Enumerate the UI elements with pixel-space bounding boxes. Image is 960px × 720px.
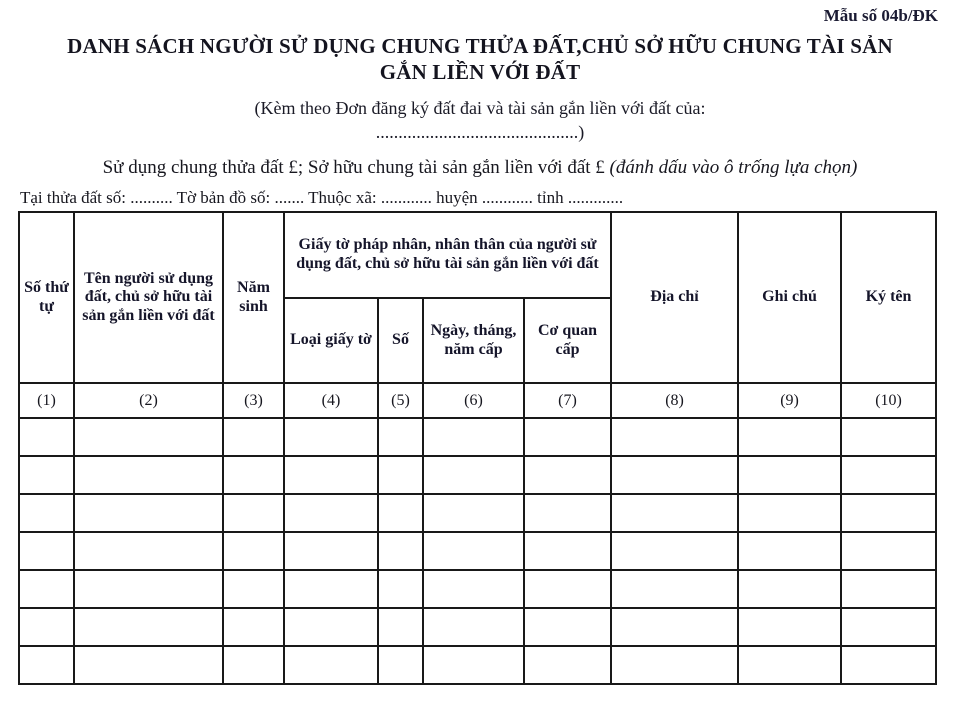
- table-row: [19, 646, 936, 684]
- column-number: (4): [284, 383, 378, 418]
- empty-cell: [423, 456, 524, 494]
- empty-cell: [223, 646, 284, 684]
- empty-cell: [74, 532, 223, 570]
- empty-cell: [524, 418, 611, 456]
- empty-cell: [223, 456, 284, 494]
- column-number: (5): [378, 383, 423, 418]
- empty-cell: [74, 418, 223, 456]
- header-co-quan-cap: Cơ quan cấp: [524, 298, 611, 383]
- form-subtitle-dotted-line: .............................................): [375, 121, 585, 142]
- empty-cell: [738, 418, 841, 456]
- empty-cell: [611, 532, 738, 570]
- table-header-row-top: [19, 212, 936, 298]
- empty-cell: [19, 608, 74, 646]
- table-row: [19, 608, 936, 646]
- header-so-thu-tu: Số thứ tự: [19, 212, 74, 383]
- empty-cell: [284, 456, 378, 494]
- empty-cell: [611, 418, 738, 456]
- header-nam-sinh: Năm sinh: [223, 212, 284, 383]
- empty-cell: [841, 608, 936, 646]
- empty-cell: [524, 494, 611, 532]
- empty-cell: [611, 494, 738, 532]
- empty-cell: [74, 608, 223, 646]
- empty-cell: [524, 532, 611, 570]
- empty-cell: [378, 532, 423, 570]
- empty-cell: [284, 608, 378, 646]
- empty-cell: [738, 646, 841, 684]
- empty-cell: [19, 456, 74, 494]
- empty-cell: [223, 418, 284, 456]
- empty-cell: [19, 418, 74, 456]
- empty-cell: [223, 532, 284, 570]
- table-row: [19, 532, 936, 570]
- empty-cell: [284, 570, 378, 608]
- empty-cell: [423, 646, 524, 684]
- empty-cell: [738, 570, 841, 608]
- shared-users-table: [18, 211, 937, 685]
- empty-cell: [841, 532, 936, 570]
- form-number: Mẫu số 04b/ĐK: [823, 6, 938, 25]
- empty-cell: [524, 646, 611, 684]
- column-number-row: [19, 383, 936, 418]
- header-ngay-thang-nam-cap: Ngày, tháng, năm cấp: [423, 298, 524, 383]
- empty-cell: [841, 456, 936, 494]
- empty-cell: [841, 646, 936, 684]
- empty-cell: [19, 494, 74, 532]
- empty-cell: [284, 532, 378, 570]
- empty-cell: [19, 570, 74, 608]
- empty-cell: [423, 608, 524, 646]
- empty-cell: [524, 608, 611, 646]
- instruction-line: [30, 156, 930, 180]
- empty-cell: [611, 456, 738, 494]
- empty-cell: [423, 570, 524, 608]
- empty-cell: [841, 418, 936, 456]
- form-title-line2: GẮN LIỀN VỚI ĐẤT: [379, 59, 581, 84]
- header-ghi-chu: Ghi chú: [738, 212, 841, 383]
- empty-cell: [738, 532, 841, 570]
- empty-cell: [423, 418, 524, 456]
- empty-cell: [423, 532, 524, 570]
- empty-cell: [19, 646, 74, 684]
- empty-cell: [738, 608, 841, 646]
- empty-cell: [74, 570, 223, 608]
- empty-cell: [738, 494, 841, 532]
- column-number: (6): [423, 383, 524, 418]
- parcel-info-line: Tại thửa đất số: .......... Tờ bản đồ số: ....... Thuộc xã: ............ huyện ............ tỉnh .............: [20, 188, 624, 208]
- empty-cell: [611, 646, 738, 684]
- empty-cell: [378, 418, 423, 456]
- column-number: (7): [524, 383, 611, 418]
- header-so: Số: [378, 298, 423, 383]
- empty-cell: [611, 608, 738, 646]
- empty-cell: [524, 456, 611, 494]
- column-number: (9): [738, 383, 841, 418]
- header-ten-nguoi-su-dung: Tên người sử dụng đất, chủ sở hữu tài sản gắn liền với đất: [74, 212, 223, 383]
- empty-cell: [223, 494, 284, 532]
- instruction-text: Sử dụng chung thửa đất £; Sở hữu chung tài sản gắn liền với đất £: [102, 157, 610, 178]
- form-title-line1: DANH SÁCH NGƯỜI SỬ DỤNG CHUNG THỬA ĐẤT,CHỦ SỞ HỮU CHUNG TÀI SẢN: [67, 34, 893, 58]
- table-row: [19, 456, 936, 494]
- table-row: [19, 494, 936, 532]
- empty-cell: [74, 456, 223, 494]
- empty-cell: [378, 646, 423, 684]
- empty-cell: [738, 456, 841, 494]
- empty-cell: [284, 494, 378, 532]
- empty-cell: [74, 494, 223, 532]
- empty-cell: [378, 608, 423, 646]
- empty-cell: [378, 494, 423, 532]
- empty-cell: [223, 608, 284, 646]
- empty-cell: [841, 570, 936, 608]
- column-number: (2): [74, 383, 223, 418]
- header-dia-chi: Địa chỉ: [611, 212, 738, 383]
- column-number: (3): [223, 383, 284, 418]
- header-giay-to-group: Giấy tờ pháp nhân, nhân thân của người sử dụng đất, chủ sở hữu tài sản gắn liền với đất: [284, 212, 611, 298]
- empty-cell: [284, 418, 378, 456]
- form-subtitle-line1: (Kèm theo Đơn đăng ký đất đai và tài sản gắn liền với đất của:: [254, 98, 706, 119]
- empty-cell: [378, 456, 423, 494]
- empty-cell: [841, 494, 936, 532]
- header-loai-giay-to: Loại giấy tờ: [284, 298, 378, 383]
- instruction-note-italic: (đánh dấu vào ô trống lựa chọn): [609, 157, 858, 178]
- form-subtitle: [0, 97, 960, 144]
- table-row: [19, 570, 936, 608]
- empty-cell: [19, 532, 74, 570]
- form-title: [0, 34, 960, 85]
- table-row: [19, 418, 936, 456]
- empty-cell: [284, 646, 378, 684]
- empty-cell: [74, 646, 223, 684]
- empty-cell: [378, 570, 423, 608]
- empty-cell: [223, 570, 284, 608]
- empty-cell: [524, 570, 611, 608]
- empty-cell: [423, 494, 524, 532]
- column-number: (10): [841, 383, 936, 418]
- empty-cell: [611, 570, 738, 608]
- header-ky-ten: Ký tên: [841, 212, 936, 383]
- column-number: (1): [19, 383, 74, 418]
- column-number: (8): [611, 383, 738, 418]
